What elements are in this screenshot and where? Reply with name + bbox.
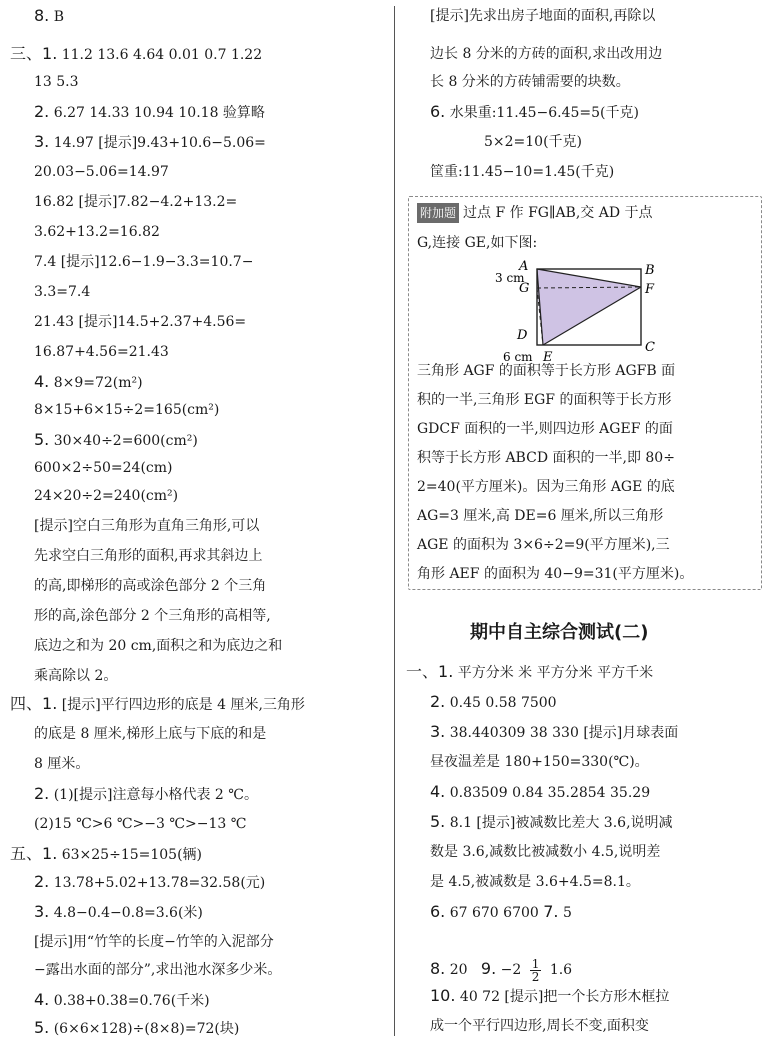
item-number: 1. [438,662,454,681]
answer-text: 边长 8 分米的方砖的面积,求出改用边 [430,46,663,62]
answer-line [34,902,203,924]
answer-text: 3.3=7.4 [34,284,91,300]
answer-line [10,694,305,716]
answer-line [34,6,64,28]
answer-line [34,754,89,776]
answer-text: 8 厘米。 [34,756,90,772]
bonus-explanation-line: 三角形 AGF 的面积等于长方形 AGFB 面 [417,363,676,379]
answer-line [406,662,653,684]
answer-line [34,162,169,184]
answer-line [34,282,90,304]
answer-text: 形的高,涂色部分 2 个三角形的高相等, [34,608,271,624]
bonus-explanation-line: 积的一半,三角形 EGF 的面积等于长方形 [417,392,672,408]
answer-text: 38.440309 38 330 [提示]月球表面 [449,725,679,741]
answer-line [34,192,237,214]
fraction-numerator: 1 [531,956,540,971]
section-number: 一、 [406,662,439,681]
answer-text: 6.27 14.33 10.94 10.18 验算略 [53,105,265,121]
answer-line [34,132,266,154]
answer-line [34,636,282,658]
answer-text: 0.83509 0.84 35.2854 35.29 [449,785,651,801]
item-number: 4. [430,782,446,801]
item-number: 1. [42,844,58,863]
answer-line [34,932,274,954]
answer-text: −2 [500,962,522,978]
answer-line [430,842,660,864]
item-number: 1. [42,44,58,63]
answer-text: 14.97 [提示]9.43+10.6−5.06= [53,135,266,151]
label-a: A [519,259,529,274]
answer-line [430,902,572,924]
answer-text: 63×25÷15=105(辆) [61,847,203,863]
answer-line [430,44,662,66]
answer-line [430,872,640,894]
answer-text: [提示]先求出房子地面的面积,再除以 [430,8,656,24]
answer-text: 11.2 13.6 4.64 0.01 0.7 1.22 [61,47,263,63]
answer-line [34,546,262,568]
bonus-text-1: 过点 F 作 FG∥AB,交 AD 于点 [463,205,653,221]
answer-line [34,458,173,480]
answer-text: (6×6×128)÷(8×8)=72(块) [53,1021,240,1037]
answer-text: 4.8−0.4−0.8=3.6(米) [53,905,203,921]
answer-text: 的高,即梯形的高或涂色部分 2 个三角 [34,578,267,594]
label-d: D [517,328,528,343]
answer-text: 21.43 [提示]14.5+2.37+4.56= [34,314,247,330]
length-ag: 3 cm [495,271,525,285]
answer-line [34,372,143,394]
answer-line [430,6,655,28]
answer-line [10,844,202,866]
answer-line [34,872,265,894]
answer-line [34,342,169,364]
shaded-quadrilateral [537,269,641,345]
answer-line [430,722,678,744]
item-number: 3. [430,722,446,741]
answer-line [34,576,266,598]
bonus-line-1 [417,203,653,225]
answer-text: 67 670 6700 [449,905,544,921]
answer-text: 24×20÷2=240(cm²) [34,488,179,504]
answer-text: 的底是 8 厘米,梯形上底与下底的和是 [34,726,267,742]
bonus-explanation-line: AGE 的面积为 3×6÷2=9(平方厘米),三 [417,537,670,553]
answer-line [34,990,210,1012]
answer-text: 乘高除以 2。 [34,668,118,684]
item-number: 5. [34,1018,50,1037]
answer-line [430,162,614,184]
item-number: 4. [34,372,50,391]
answer-text: 13 5.3 [34,74,79,90]
item-number: 1. [42,694,58,713]
label-c: C [645,340,655,355]
column-divider [394,6,395,1036]
answer-text: (1)[提示]注意每小格代表 2 ℃。 [53,787,258,803]
answer-text: 水果重:11.45−6.45=5(千克) [449,105,639,121]
answer-line [34,1018,239,1040]
answer-text: 20 [449,962,468,978]
geometry-diagram [485,259,685,365]
answer-text: 16.82 [提示]7.82−4.2+13.2= [34,194,238,210]
answer-line [430,1016,649,1038]
answer-text: 5 [562,905,572,921]
answer-text: 16.87+4.56=21.43 [34,344,169,360]
answer-text: (2)15 ℃>6 ℃>−3 ℃>−13 ℃ [34,816,247,832]
item-number: 2. [34,102,50,121]
answer-line [34,222,160,244]
answer-line [430,692,557,714]
answer-line [430,812,673,834]
answer-line [34,252,253,274]
line-q8-q9 [430,952,572,986]
section-title: 期中自主综合测试(二) [470,622,649,643]
section-number: 四、 [10,694,43,713]
answer-text: 8×9=72(m²) [53,375,143,391]
bonus-box [408,196,762,590]
answer-line [34,72,79,94]
bonus-explanation-line: 角形 AEF 的面积为 40−9=31(平方厘米)。 [417,566,694,582]
item-number: 6. [430,102,446,121]
answer-line [34,606,271,628]
answer-line [34,516,259,538]
answer-line [34,400,219,422]
answer-line [10,44,262,66]
item-number: 2. [34,784,50,803]
answer-text: 40 72 [提示]把一个长方形木框拉 [459,989,670,1005]
fraction-denominator: 2 [531,969,540,984]
answer-text: 筐重:11.45−10=1.45(千克) [430,164,615,180]
answer-text: 先求空白三角形的面积,再求其斜边上 [34,548,263,564]
answer-line [34,960,281,982]
item-number: 2. [430,692,446,711]
item-number: 8. [430,959,446,978]
answer-text: 8×15+6×15÷2=165(cm²) [34,402,220,418]
answer-text: 昼夜温差是 180+150=330(℃)。 [430,754,649,770]
answer-text: 13.78+5.02+13.78=32.58(元) [53,875,266,891]
item-number: 10. [430,986,456,1005]
answer-text: 0.45 0.58 7500 [449,695,557,711]
section-number: 五、 [10,844,43,863]
fraction [530,958,542,983]
item-number: 9. [480,959,497,978]
label-b: B [645,263,655,278]
answer-text: 3.62+13.2=16.82 [34,224,160,240]
answer-text: 30×40÷2=600(cm²) [53,433,198,449]
answer-text: 20.03−5.06=14.97 [34,164,169,180]
answer-line [430,72,630,94]
answer-line [34,486,178,508]
item-number: 2. [34,872,50,891]
answer-line [34,666,117,688]
answer-line [430,102,639,124]
answer-text: [提示]用“竹竿的长度−竹竿的入泥部分 [34,934,274,950]
answer-text: 0.38+0.38=0.76(千米) [53,993,210,1009]
answer-text: 1.6 [549,962,573,978]
bonus-tag: 附加题 [417,203,459,223]
answer-line [484,132,582,154]
answer-line [34,814,246,836]
answer-line [430,782,650,804]
item-number: 6. [430,902,446,921]
answer-text: [提示]空白三角形为直角三角形,可以 [34,518,260,534]
item-number: 7. [543,902,559,921]
item-number: 8. [34,6,50,25]
bonus-explanation-line: 2=40(平方厘米)。因为三角形 AGE 的底 [417,479,675,495]
answer-text: 成一个平行四边形,周长不变,面积变 [430,1018,649,1034]
answer-text: B [53,9,65,25]
answer-text: 平方分米 米 平方分米 平方千米 [457,665,654,681]
bonus-explanation-line: GDCF 面积的一半,则四边形 AGEF 的面 [417,421,673,437]
item-number: 4. [34,990,50,1009]
answer-line [34,784,258,806]
bonus-explanation-line: 积等于长方形 ABCD 面积的一半,即 80÷ [417,450,675,466]
answer-line [430,752,649,774]
answer-text: 数是 3.6,减数比被减数小 4.5,说明差 [430,844,661,860]
bonus-explanation-line: AG=3 厘米,高 DE=6 厘米,所以三角形 [417,508,664,524]
label-g: G [519,281,530,296]
answer-text: 5×2=10(千克) [484,134,583,150]
answer-text: 7.4 [提示]12.6−1.9−3.3=10.7− [34,254,254,270]
item-number: 5. [430,812,446,831]
answer-text: 长 8 分米的方砖铺需要的块数。 [430,74,630,90]
answer-line [34,102,265,124]
item-number: 3. [34,902,50,921]
answer-text: 600×2÷50=24(cm) [34,460,173,476]
bonus-line-2: G,连接 GE,如下图: [417,235,538,251]
answer-text: 8.1 [提示]被减数比差大 3.6,说明减 [449,815,673,831]
item-number: 3. [34,132,50,151]
answer-text: 是 4.5,被减数是 3.6+4.5=8.1。 [430,874,640,890]
answer-line [34,724,266,746]
answer-text: 底边之和为 20 cm,面积之和为底边之和 [34,638,283,654]
label-f: F [645,282,655,297]
answer-text: [提示]平行四边形的底是 4 厘米,三角形 [61,697,305,713]
length-de: 6 cm [503,350,533,364]
label-e: E [543,350,553,365]
answer-line [34,430,198,452]
answer-line [34,312,246,334]
line-q10 [430,986,669,1008]
answer-text: −露出水面的部分”,求出池水深多少米。 [34,962,282,978]
section-number: 三、 [10,44,43,63]
item-number: 5. [34,430,50,449]
